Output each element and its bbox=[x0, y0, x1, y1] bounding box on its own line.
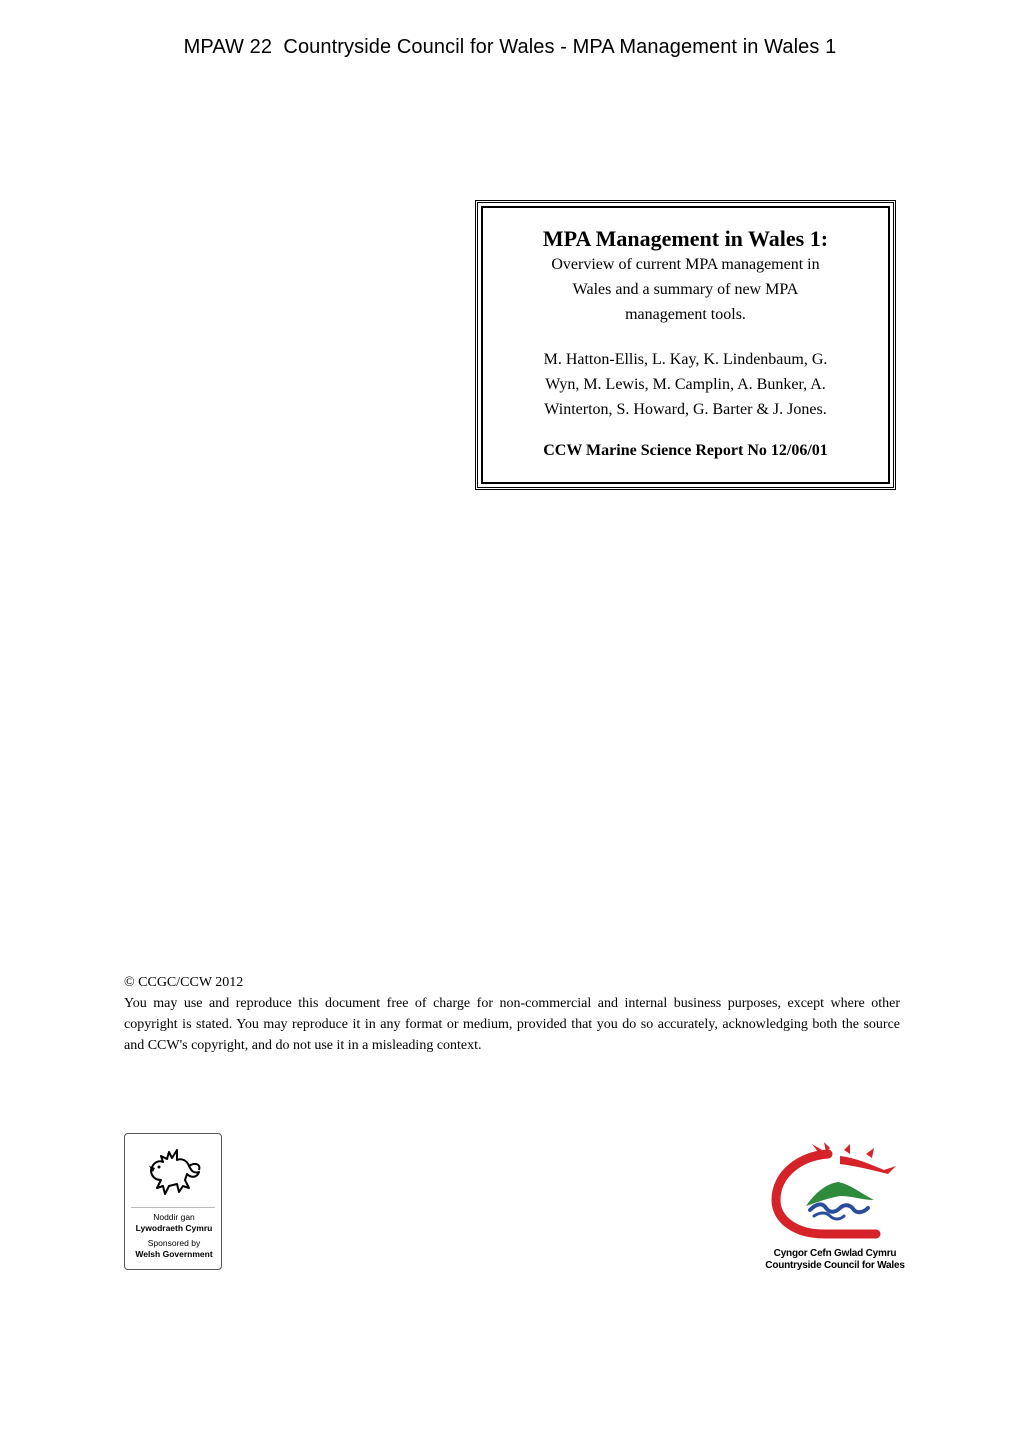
report-subtitle bbox=[505, 252, 866, 327]
logo-text-line: Lywodraeth Cymru bbox=[135, 1223, 213, 1233]
ccw-logo bbox=[760, 1142, 910, 1272]
author-list bbox=[505, 347, 866, 422]
author-line: M. Hatton-Ellis, L. Kay, K. Lindenbaum, G. bbox=[543, 351, 828, 368]
ccw-emblem-icon bbox=[766, 1142, 906, 1242]
ccw-name-english: Countryside Council for Wales bbox=[765, 1260, 905, 1271]
welsh-government-logo bbox=[124, 1133, 222, 1270]
license-text: You may use and reproduce this document free of charge for non-commercial and internal business purposes, except where other copyright is stated. You may reproduce it in any format or medium, provided that you do so accurately, acknowledging both the source and CCW's copyright, and do not use it in a misleading context. bbox=[124, 996, 900, 1053]
report-title: MPA Management in Wales 1: bbox=[542, 226, 829, 251]
logo-divider bbox=[131, 1207, 215, 1208]
subtitle-line: management tools. bbox=[625, 306, 746, 323]
title-box-inner bbox=[481, 206, 890, 484]
page-header: MPAW 22 Countryside Council for Wales - MPA Management in Wales 1 bbox=[183, 36, 837, 58]
report-number: CCW Marine Science Report No 12/06/01 bbox=[543, 442, 828, 459]
logo-text-line: Welsh Government bbox=[135, 1249, 213, 1259]
logo-text-line: Sponsored by bbox=[147, 1238, 201, 1248]
author-line: Wyn, M. Lewis, M. Camplin, A. Bunker, A. bbox=[545, 376, 826, 393]
logo-text-line: Noddir gan bbox=[153, 1212, 195, 1222]
author-line: Winterton, S. Howard, G. Barter & J. Jones. bbox=[544, 401, 827, 418]
copyright-block bbox=[124, 972, 900, 1056]
ccw-name-welsh: Cyngor Cefn Gwlad Cymru bbox=[773, 1248, 897, 1259]
subtitle-line: Wales and a summary of new MPA bbox=[572, 281, 799, 298]
subtitle-line: Overview of current MPA management in bbox=[551, 256, 820, 273]
welsh-dragon-icon bbox=[143, 1140, 205, 1200]
title-box bbox=[475, 200, 896, 490]
copyright-notice: © CCGC/CCW 2012 bbox=[124, 975, 244, 990]
